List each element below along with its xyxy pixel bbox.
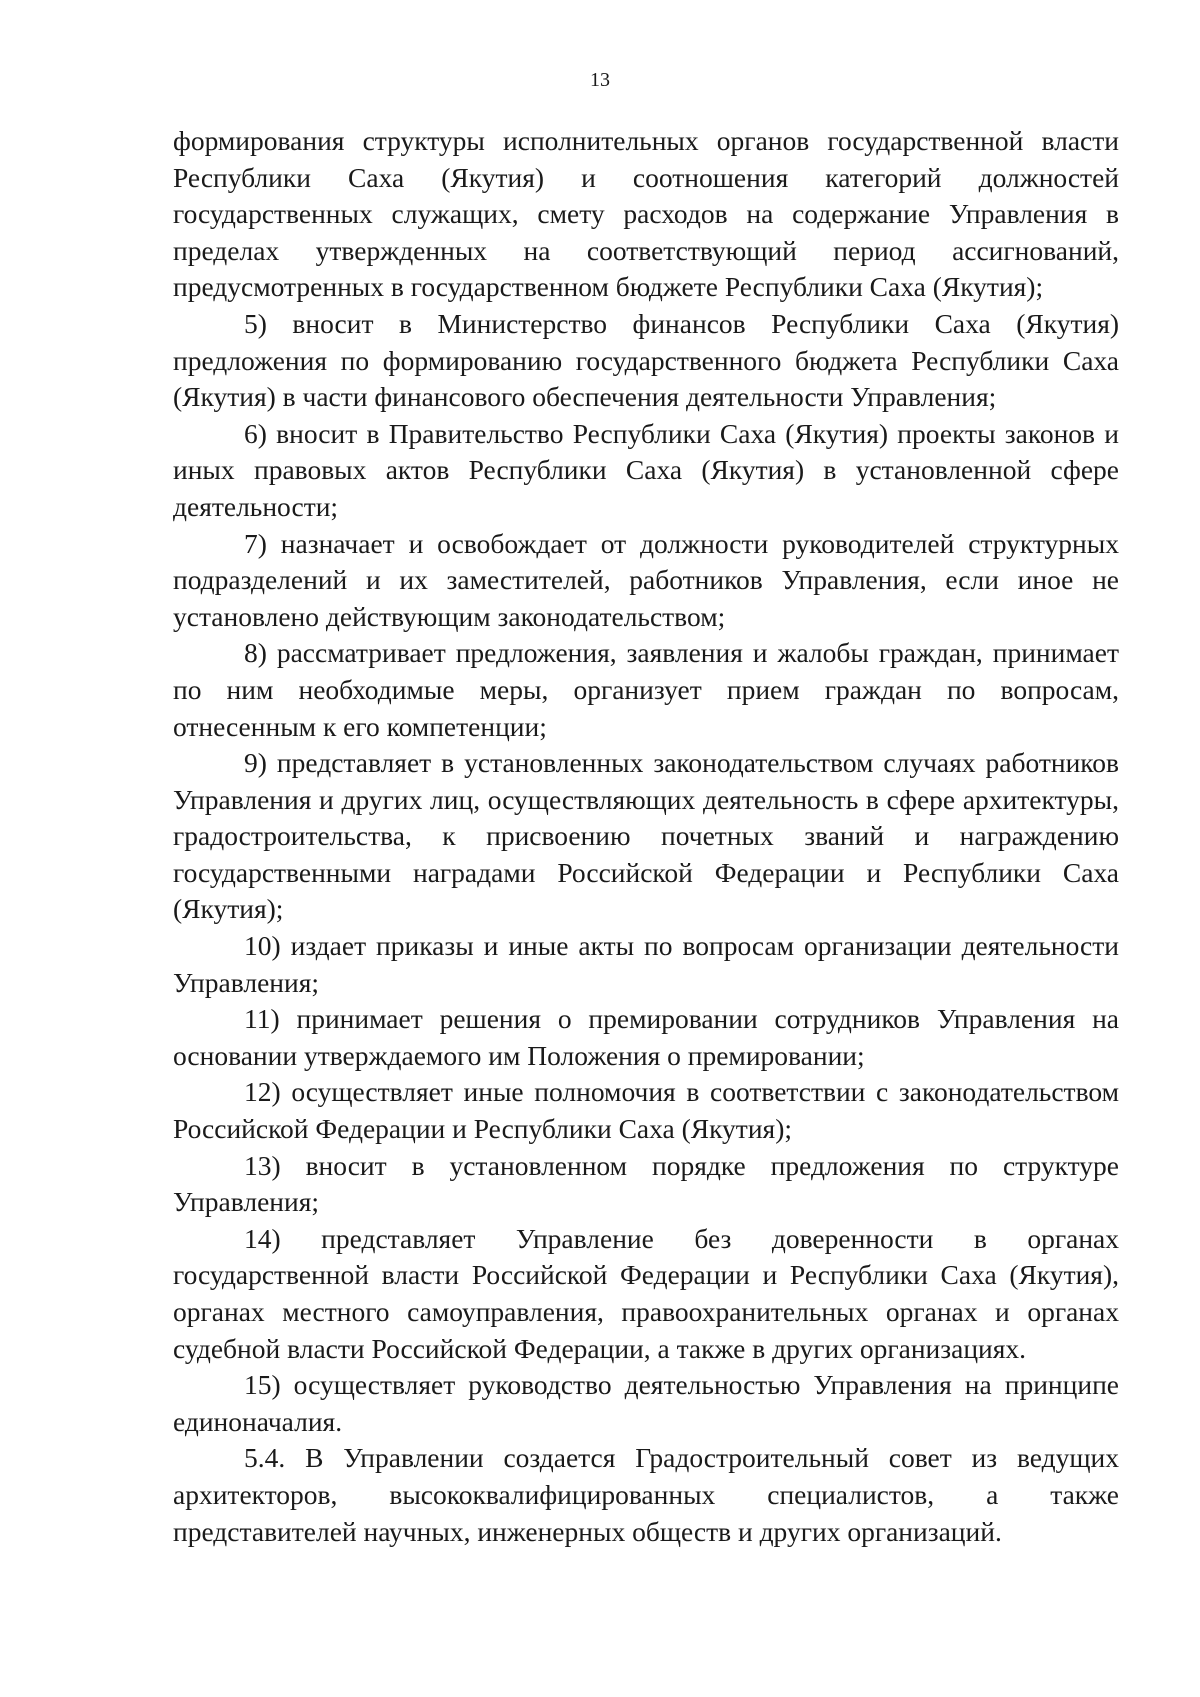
paragraph-item-12: 12) осуществляет иные полномочия в соответствии с законодательством Российской Федерации и Республики Саха (Якутия); [173, 1076, 1119, 1145]
document-body [173, 123, 1119, 1550]
paragraph-item-10: 10) издает приказы и иные акты по вопросам организации деятельности Управления; [173, 930, 1119, 998]
paragraph-item-13: 13) вносит в установленном порядке предложения по структуре Управления; [173, 1149, 1119, 1218]
paragraph-item-11: 11) принимает решения о премировании сотрудников Управления на основании утверждаемого им Положения о премировании; [173, 1003, 1119, 1071]
paragraph-item-15: 15) осуществляет руководство деятельностью Управления на принципе единоначалия. [173, 1369, 1119, 1437]
paragraph-continuation: формирования структуры исполнительных органов государственной власти Республики Саха (Якутия) и соотношения категорий должностей государственных служащих, смету расходов на содержание Управления в пределах утвержденных на соответствующий период ассигнований, предусмотренных в государственном бюджете Республики Саха (Якутия); [173, 125, 1119, 303]
paragraph-item-6: 6) вносит в Правительство Республики Саха (Якутия) проекты законов и иных правовых актов Республики Саха (Якутия) в установленной сфере деятельности; [173, 417, 1119, 522]
paragraph-item-9: 9) представляет в установленных законодательством случаях работников Управления и других лиц, осуществляющих деятельность в сфере архитектуры, градостроительства, к присвоению почетных званий и награждению государственными наградами Российской Федерации и Республики Саха (Якутия); [173, 747, 1119, 925]
paragraph-section-5-4: 5.4. В Управлении создается Градостроительный совет из ведущих архитекторов, высококвалифицированных специалистов, а также представителей научных, инженерных обществ и других организаций. [173, 1442, 1119, 1547]
page-number: 13 [590, 69, 610, 91]
paragraph-item-7: 7) назначает и освобождает от должности руководителей структурных подразделений и их заместителей, работников Управления, если иное не установлено действующим законодательством; [173, 527, 1119, 632]
paragraph-item-14: 14) представляет Управление без доверенности в органах государственной власти Российской Федерации и Республики Саха (Якутия), органах местного самоуправления, правоохранительных органах и органах судебной власти Российской Федерации, а также в других организациях. [173, 1222, 1119, 1364]
paragraph-item-8: 8) рассматривает предложения, заявления и жалобы граждан, принимает по ним необходимые меры, организует прием граждан по вопросам, отнесенным к его компетенции; [173, 637, 1119, 742]
paragraph-item-5: 5) вносит в Министерство финансов Республики Саха (Якутия) предложения по формированию государственного бюджета Республики Саха (Якутия) в части финансового обеспечения деятельности Управления; [173, 307, 1119, 413]
